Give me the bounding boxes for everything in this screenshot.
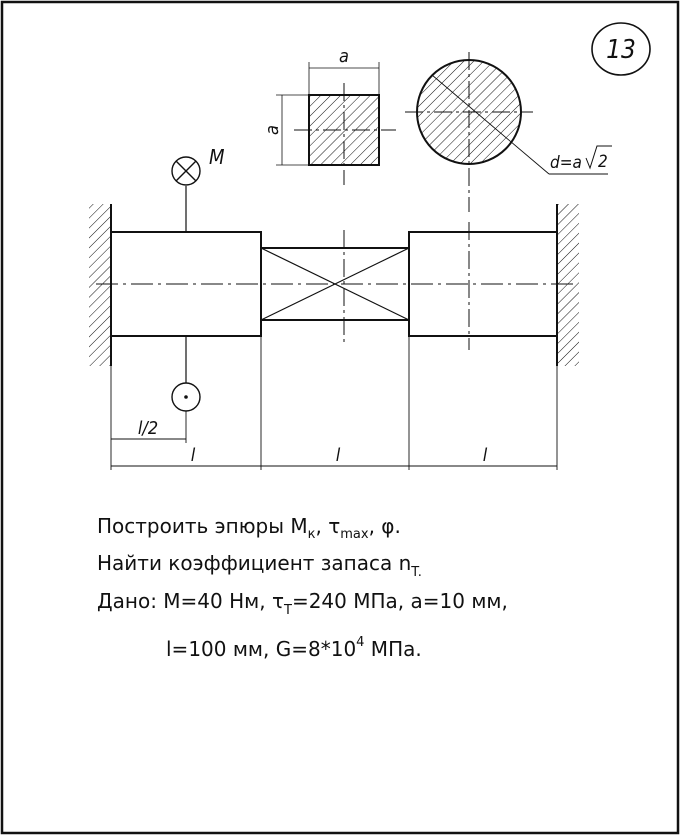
- task-line-4: l=100 мм, $G=8*10^4$ МПа.: [166, 635, 422, 661]
- problem-number-badge: [592, 23, 650, 75]
- task-line-2: Найти коэффициент запаса $n_{T.}$: [97, 551, 422, 580]
- problem-number: 13: [606, 35, 636, 65]
- half-length-label: l/2: [137, 418, 159, 439]
- circle-section: [405, 52, 612, 212]
- square-side-left-label: a: [262, 125, 283, 135]
- length-label-1: l: [190, 445, 196, 466]
- moment-label: M: [209, 145, 225, 169]
- right-wall: [557, 204, 579, 366]
- square-side-top-label: a: [339, 46, 349, 67]
- diameter-label: d=a: [550, 153, 582, 173]
- length-label-2: l: [335, 445, 341, 466]
- task-line-1: Построить эпюры $M_к$, $\tau_{max}$, φ.: [97, 514, 401, 542]
- left-wall: [89, 204, 111, 366]
- sqrt-argument: 2: [598, 152, 608, 172]
- moment-cross-symbol: [172, 145, 225, 232]
- task-line-3: Дано: M=40 Нм, $\tau_T=240$ МПа, a=10 мм,: [97, 589, 508, 618]
- square-section: [262, 46, 396, 185]
- length-label-3: l: [482, 445, 488, 466]
- moment-dot-symbol: [172, 336, 200, 411]
